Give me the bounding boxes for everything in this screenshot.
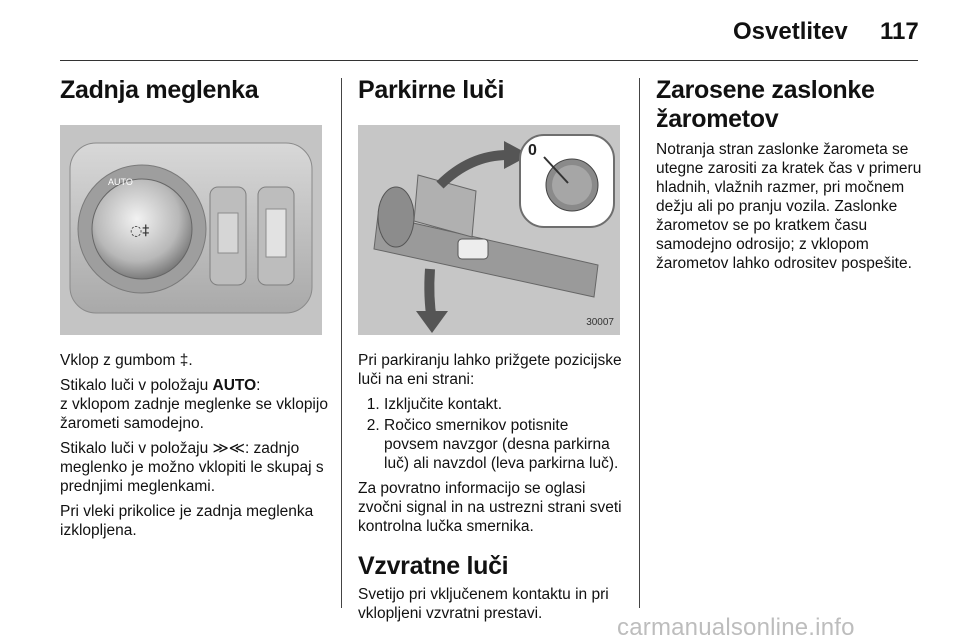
auto-label: AUTO [108, 177, 133, 187]
reverse-lights-text: Svetijo pri vključenem kontaktu in pri vklopljeni vzvratni prestavi. [358, 586, 609, 622]
rear-fog-text-4: Pri vleki prikolice je zadnja meglenka izklopljena. [60, 503, 314, 539]
figure-indicator-stalk [358, 125, 620, 335]
parking-step-1: 1. Izključite kontakt. [384, 395, 626, 414]
section-heading-parking-lights: Parkirne luči [358, 76, 505, 104]
column-divider-1 [341, 78, 342, 608]
dial-zero-label: 0 [528, 142, 537, 159]
page-number: 117 [880, 18, 919, 45]
light-switch-illustration [60, 125, 322, 335]
auto-mode-label: AUTO [212, 377, 257, 394]
parking-feedback-text: Za povratno informacijo se oglasi zvočni signal in na ustrezni strani sveti kontrolna lučka smernika. [358, 480, 622, 535]
figure-number: 30007 [586, 317, 614, 328]
rear-fog-text-2: Stikalo luči v položaju AUTO: z vklopom zadnje meglenke se vklopijo žarometi samodejno. [60, 377, 328, 432]
section-heading-reverse-lights: Vzvratne luči [358, 552, 509, 580]
header-title: Osvetlitev [733, 18, 848, 45]
column-rear-fog [60, 76, 328, 546]
headlight-fogging-text: Notranja stran zaslonke žarometa se utegne zarositi za kratek čas v primeru hladnih, vlažnih razmer, pri močnem dežju ali po pranju vozila. Zaslonke žarometov se po kratkem času samodejno odrosijo; z vklopom žarometov lahko odrositev pospešite. [656, 141, 922, 272]
column-divider-2 [639, 78, 640, 608]
parking-intro: Pri parkiranju lahko prižgete pozicijske luči na eni strani: [358, 352, 622, 388]
svg-text:◌‡: ◌‡ [130, 223, 150, 239]
parking-step-2: 2. Ročico smernikov potisnite povsem navzgor (desna parkirna luč) ali navzdol (leva parkirna luč). [384, 416, 626, 473]
section-heading-rear-fog: Zadnja meglenka [60, 76, 259, 104]
rear-fog-text-1: Vklop z gumbom ‡. [60, 352, 193, 369]
header-rule [60, 60, 918, 61]
section-heading-headlight-fogging: Zarosene zaslonke žarometov [656, 76, 875, 133]
figure-light-switch [60, 125, 322, 335]
parking-steps [358, 395, 626, 473]
rear-fog-text-3: Stikalo luči v položaju ≫≪: zadnjo meglenko je možno vklopiti le skupaj s prednjimi meglenkami. [60, 440, 324, 495]
stalk-illustration [358, 125, 620, 335]
column-headlight-fogging [656, 76, 922, 279]
watermark: carmanualsonline.info [617, 614, 855, 641]
column-parking-lights [358, 76, 626, 629]
